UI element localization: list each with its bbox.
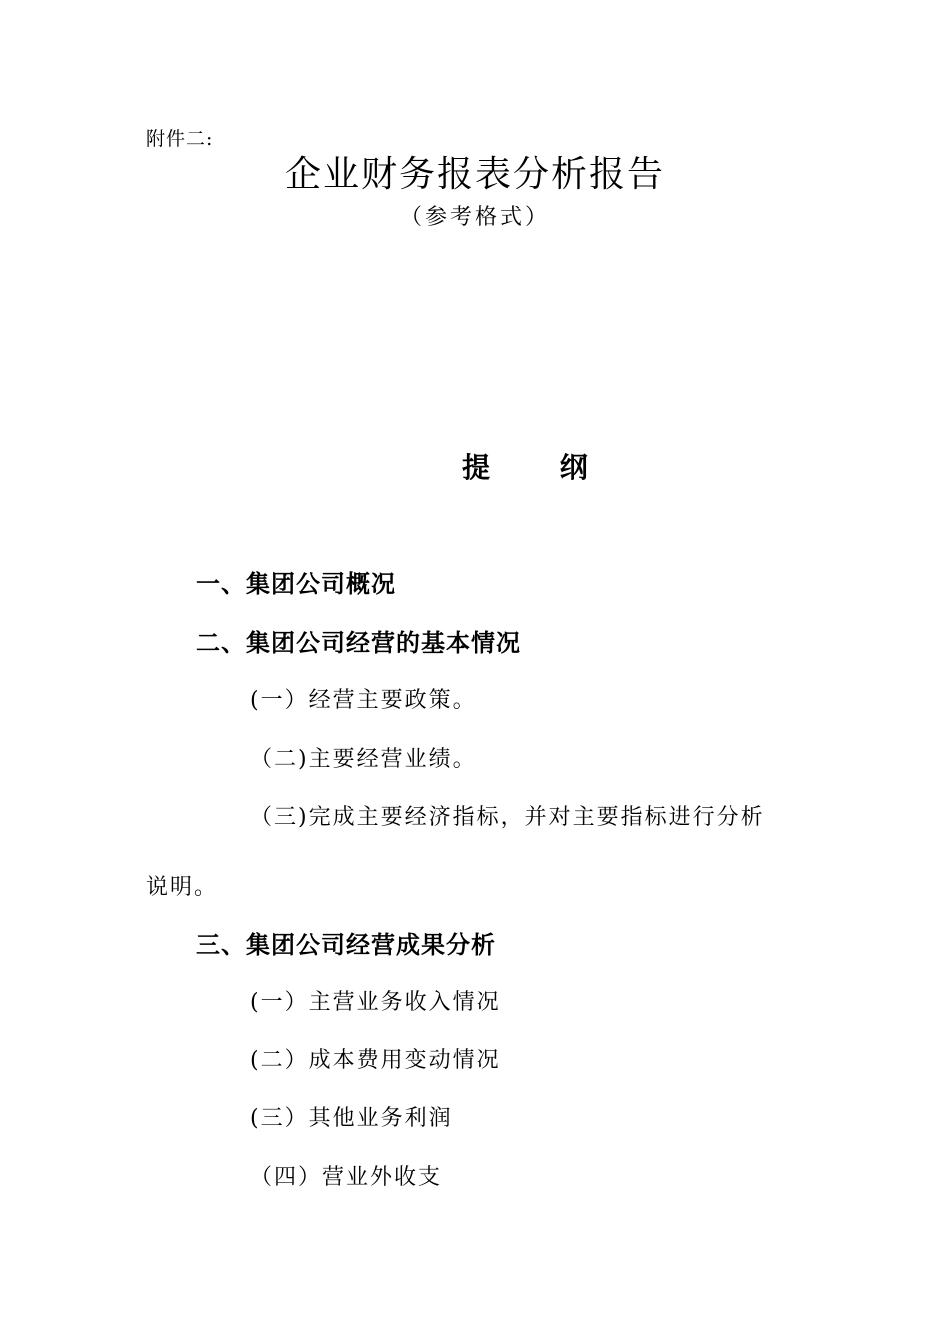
outline-heading: 提 纲 — [462, 451, 618, 484]
subsection-item: （四）营业外收支 — [250, 1165, 443, 1190]
subsection-item: （三)完成主要经济指标，并对主要指标进行分析 — [250, 805, 765, 830]
subsection-item: （二)主要经营业绩。 — [250, 747, 477, 772]
subsection-item: (三）其他业务利润 — [250, 1106, 453, 1131]
subsection-item-continuation: 说明。 — [146, 875, 219, 900]
section-heading-results: 三、集团公司经营成果分析 — [196, 930, 496, 959]
report-subtitle: （参考格式） — [399, 205, 550, 230]
section-heading-operations: 二、集团公司经营的基本情况 — [196, 628, 521, 657]
subsection-item: (一）主营业务收入情况 — [250, 990, 501, 1015]
subsection-item: (一）经营主要政策。 — [250, 688, 477, 713]
report-title: 企业财务报表分析报告 — [284, 154, 665, 195]
section-heading-overview: 一、集团公司概况 — [196, 569, 396, 598]
attachment-label: 附件二: — [146, 128, 214, 150]
subsection-item: (二）成本费用变动情况 — [250, 1048, 501, 1073]
